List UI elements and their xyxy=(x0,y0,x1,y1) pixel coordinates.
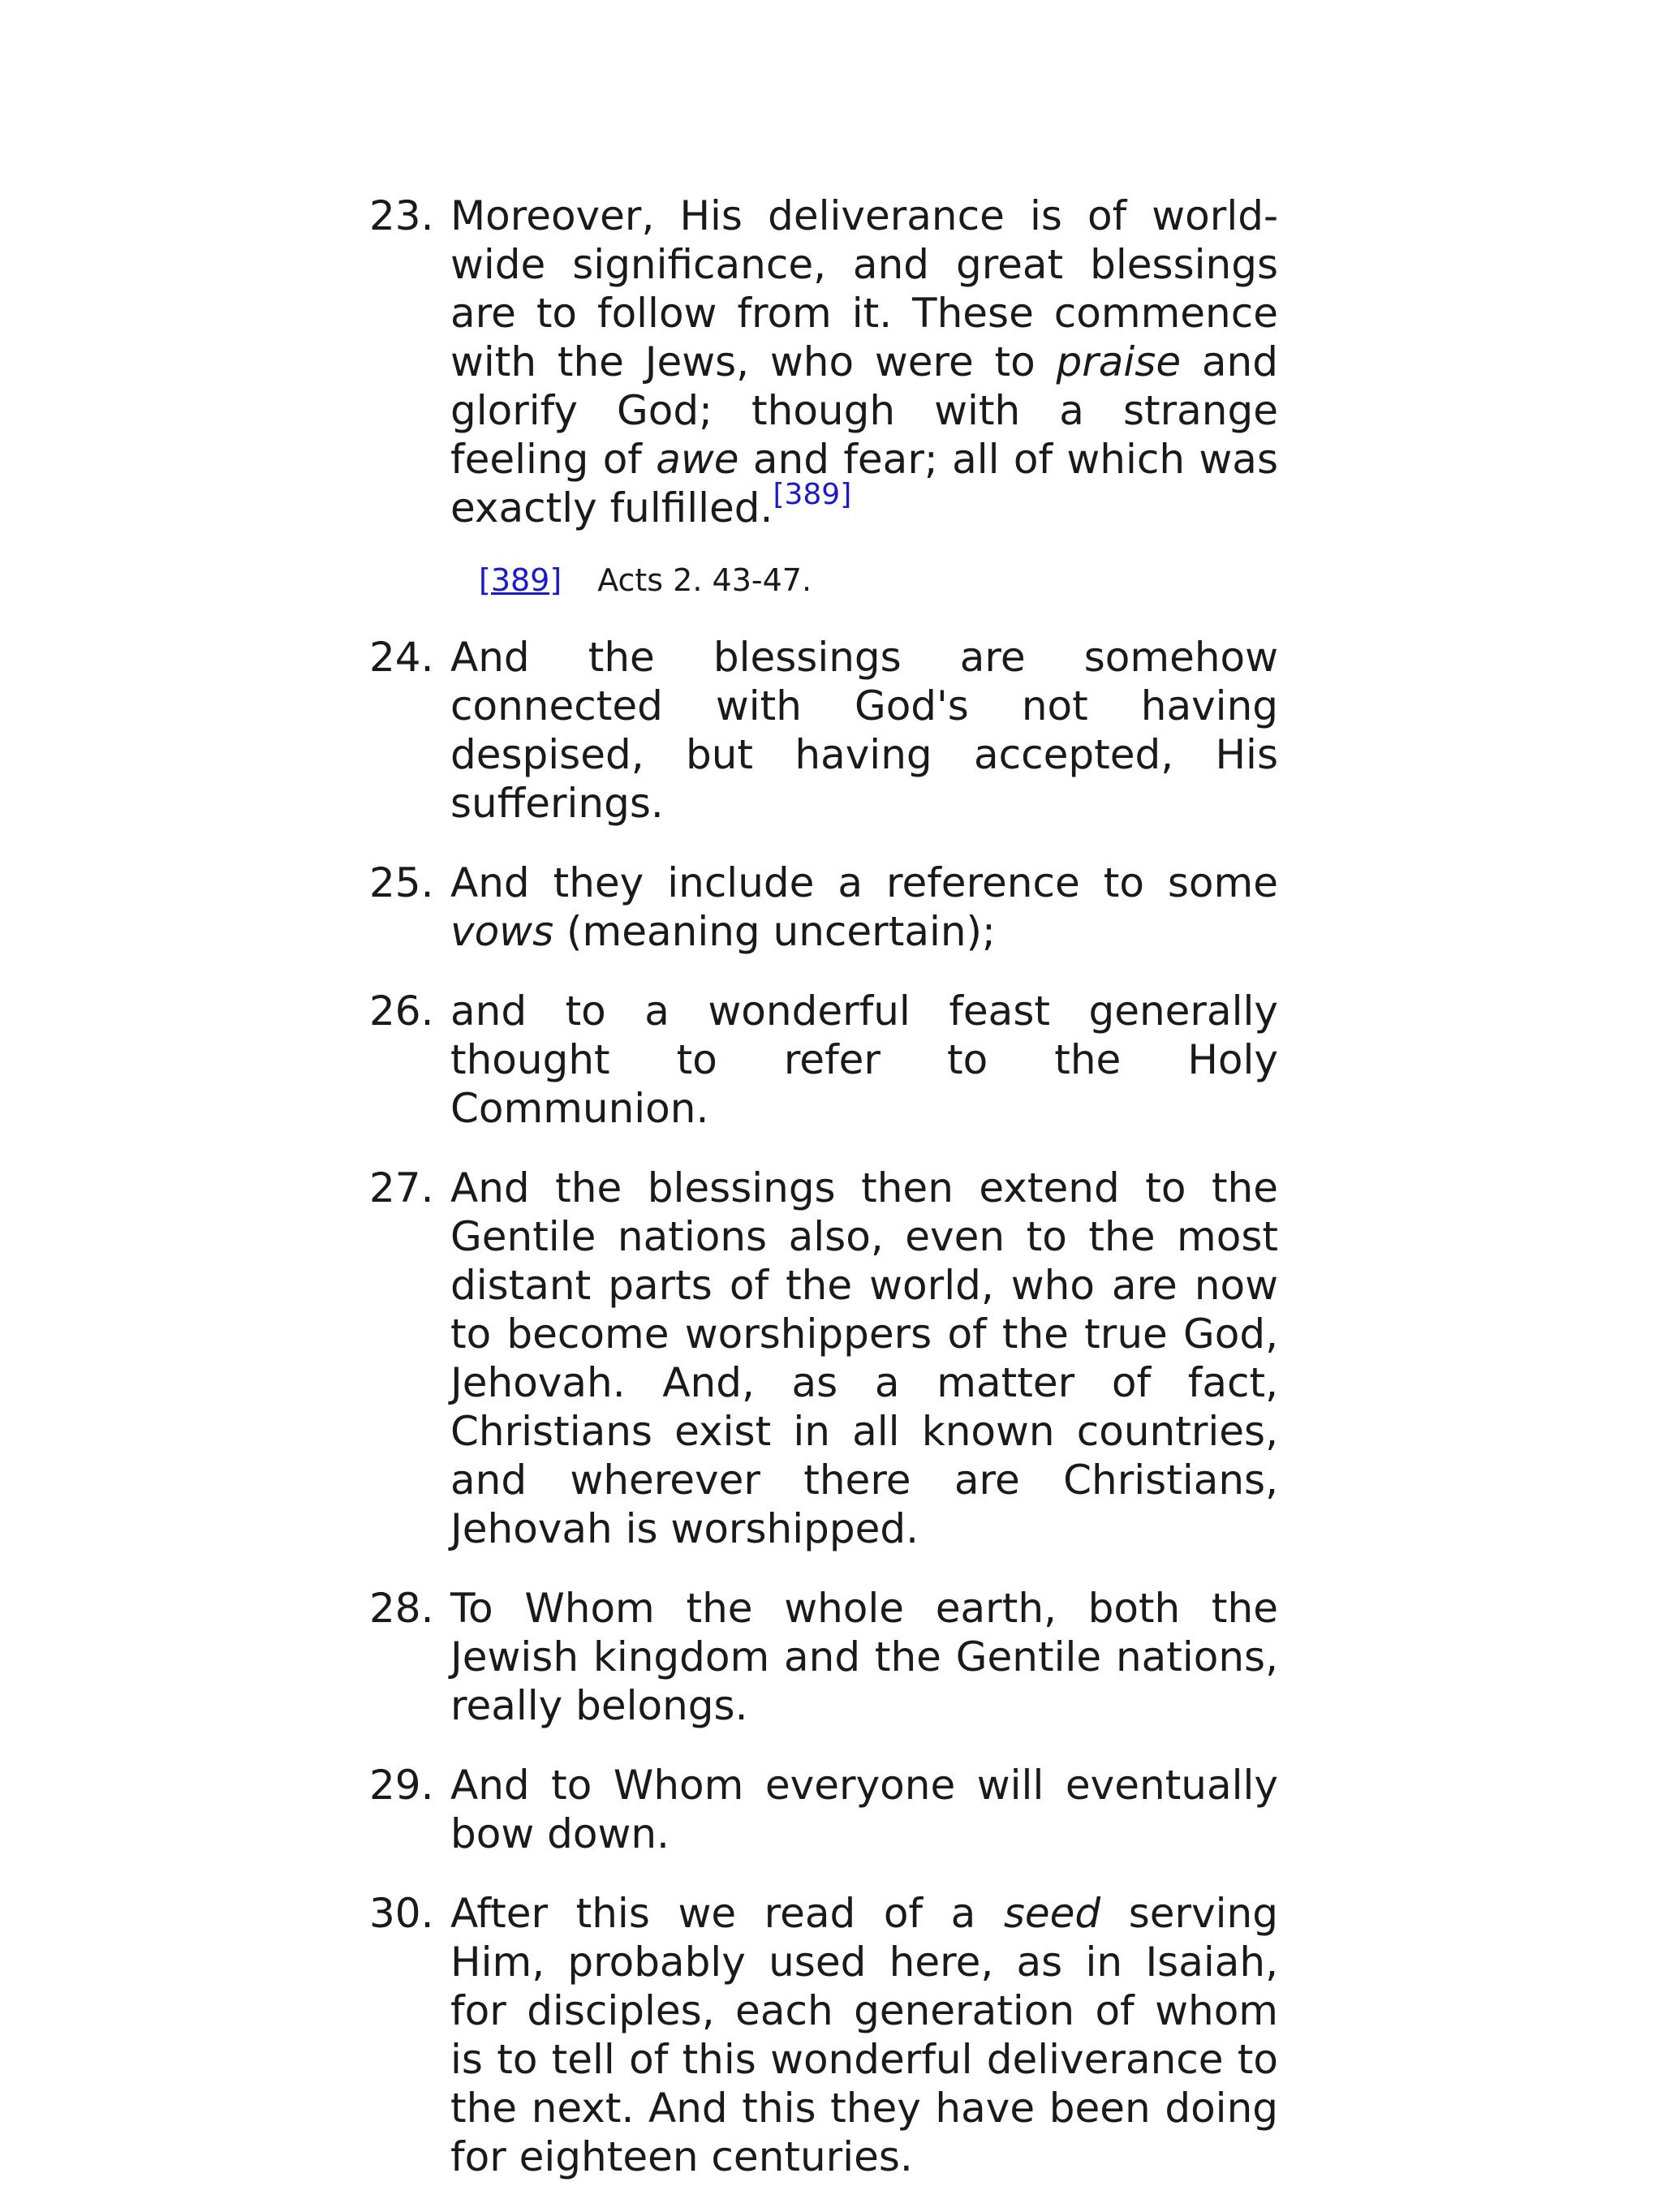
list-item-23 xyxy=(369,192,1278,532)
item-number: 25. xyxy=(369,859,434,906)
item-text: and glorify God; though with a strange feeling of xyxy=(450,338,1278,483)
item-text: serving Him, probably used here, as in Isaiah, for disciples, each generation of whom is to tell of this wonderful deliverance to the next. And this they have been doing for eighteen centuries. xyxy=(450,1890,1278,2180)
emphasis-praise: praise xyxy=(1056,338,1182,385)
list-item-26 xyxy=(369,987,1278,1133)
item-number: 23. xyxy=(369,192,434,239)
item-number: 28. xyxy=(369,1585,434,1632)
item-number: 24. xyxy=(369,634,434,681)
emphasis-vows: vows xyxy=(450,908,554,955)
list-item-30 xyxy=(369,1889,1278,2181)
item-number: 26. xyxy=(369,988,434,1035)
item-text: and fear; all of which was exactly fulfilled. xyxy=(450,436,1278,531)
item-text: (meaning uncertain); xyxy=(553,908,996,955)
item-text: And the blessings are somehow connected with God's not having despised, but having accepted, His sufferings. xyxy=(450,634,1278,827)
item-number: 30. xyxy=(369,1890,434,1937)
item-text: And they include a reference to some xyxy=(450,859,1278,906)
item-number: 29. xyxy=(369,1762,434,1809)
emphasis-awe: awe xyxy=(656,436,739,483)
item-number: 27. xyxy=(369,1164,434,1211)
item-text: And the blessings then extend to the Gentile nations also, even to the most distant parts of the world, who are now to become worshippers of the true God, Jehovah. And, as a matter of fact, Christians exist in all known countries, and wherever there are Christians, Jehovah is worshipped. xyxy=(450,1164,1278,1552)
item-text: After this we read of a xyxy=(450,1890,1004,1937)
list-item-24 xyxy=(369,633,1278,828)
list-item-29 xyxy=(369,1761,1278,1858)
footnote-backlink[interactable]: [389] xyxy=(479,562,562,598)
footnote-text: Acts 2. 43-47. xyxy=(597,562,812,598)
list-item-25 xyxy=(369,859,1278,956)
footnote-389 xyxy=(369,560,1278,600)
item-text: And to Whom everyone will eventually bow down. xyxy=(450,1762,1278,1857)
list-item-27 xyxy=(369,1164,1278,1553)
item-text: To Whom the whole earth, both the Jewish kingdom and the Gentile nations, really belongs. xyxy=(450,1585,1278,1729)
list-item-28 xyxy=(369,1584,1278,1730)
footnote-reference-link[interactable]: [389] xyxy=(773,478,852,511)
item-text: and to a wonderful feast generally thought to refer to the Holy Communion. xyxy=(450,988,1278,1132)
document-body xyxy=(369,192,1278,2212)
emphasis-seed: seed xyxy=(1003,1890,1101,1937)
item-text: Moreover, His deliverance is of world-wide significance, and great blessings are to follow from it. These commence with the Jews, who were to xyxy=(450,192,1278,385)
